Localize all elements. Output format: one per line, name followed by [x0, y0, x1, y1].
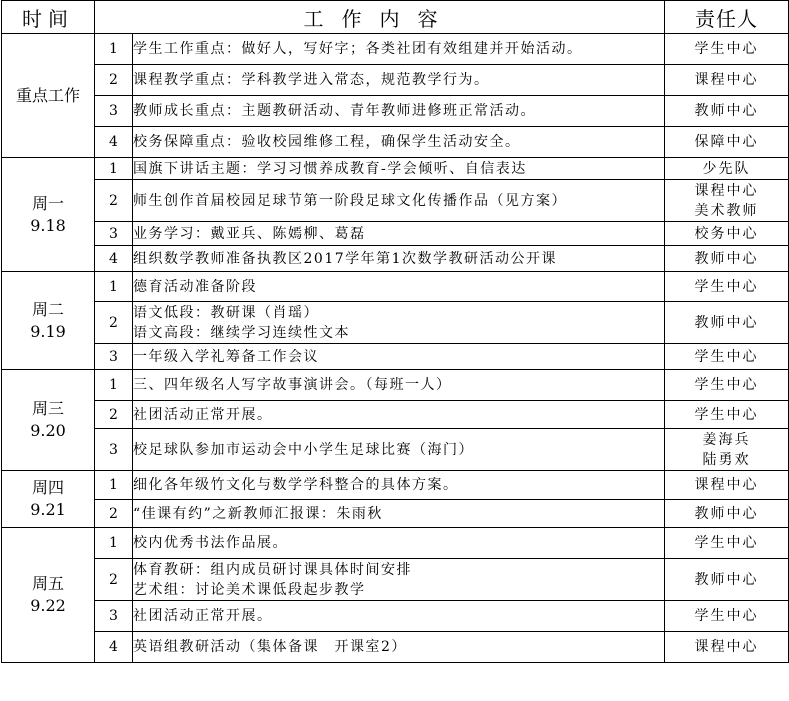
- content-line: 德育活动准备阶段: [133, 278, 257, 295]
- item-number: 4: [95, 127, 133, 158]
- schedule-row: [2, 96, 789, 127]
- content-line: 业务学习：戴亚兵、陈嫣柳、葛磊: [133, 225, 366, 242]
- content-line: 校内优秀书法作品展。: [133, 535, 288, 551]
- content-line: 一年级入学礼筹备工作会议: [133, 348, 319, 365]
- responsible-line: 教师中心: [694, 571, 759, 588]
- period-name: 周一: [31, 193, 64, 213]
- item-responsible: [665, 272, 789, 302]
- item-content: [133, 302, 665, 344]
- schedule-row: [2, 370, 789, 401]
- period-cell: [2, 528, 95, 663]
- responsible-line: 美术教师: [694, 202, 759, 219]
- responsible-line: 校务中心: [694, 225, 759, 242]
- schedule-row: [2, 601, 789, 632]
- schedule-row: [2, 500, 789, 528]
- content-line: 学生工作重点：做好人，写好字；各类社团有效组建并开始活动。: [133, 41, 583, 57]
- item-number: 3: [95, 601, 133, 632]
- item-content: [133, 272, 665, 302]
- weekly-schedule-table: [1, 0, 789, 663]
- responsible-line: 课程中心: [694, 639, 759, 655]
- content-line: 教师成长重点：主题教研活动、青年教师进修班正常活动。: [133, 103, 536, 119]
- item-content: [133, 180, 665, 222]
- item-number: 1: [95, 272, 133, 302]
- responsible-line: 学生中心: [694, 377, 759, 393]
- schedule-row: [2, 272, 789, 302]
- schedule-row: [2, 429, 789, 471]
- schedule-row: [2, 344, 789, 370]
- content-line: 课程教学重点：学科教学进入常态，规范教学行为。: [133, 72, 490, 88]
- content-line: 组织数学教师准备执教区2017学年第1次数学教研活动公开课: [133, 250, 558, 267]
- header-row: [2, 1, 789, 34]
- schedule-row: [2, 180, 789, 222]
- period-name: 重点工作: [15, 85, 80, 105]
- item-responsible: [665, 632, 789, 663]
- responsible-line: 学生中心: [694, 278, 759, 295]
- item-content: [133, 34, 665, 65]
- header-time: 时间: [2, 1, 95, 34]
- item-content: [133, 632, 665, 663]
- schedule-row: [2, 158, 789, 180]
- period-date: 9.20: [30, 421, 66, 440]
- schedule-row: [2, 559, 789, 601]
- item-responsible: [665, 246, 789, 272]
- item-content: [133, 127, 665, 158]
- item-responsible: [665, 127, 789, 158]
- period-date: 9.21: [30, 500, 66, 519]
- item-responsible: [665, 601, 789, 632]
- period-cell: [2, 471, 95, 528]
- schedule-row: [2, 34, 789, 65]
- item-responsible: [665, 222, 789, 246]
- item-content: [133, 471, 665, 500]
- responsible-line: 课程中心: [694, 477, 759, 493]
- responsible-line: 教师中心: [694, 103, 759, 119]
- period-cell: [2, 370, 95, 471]
- schedule-row: [2, 222, 789, 246]
- period-name: 周三: [31, 399, 64, 418]
- schedule-row: [2, 302, 789, 344]
- item-content: [133, 370, 665, 401]
- responsible-line: 学生中心: [694, 41, 759, 57]
- item-content: [133, 246, 665, 272]
- responsible-line: 姜海兵: [702, 431, 751, 448]
- content-line: 体育教研：组内成员研讨课具体时间安排: [133, 561, 412, 578]
- item-responsible: [665, 302, 789, 344]
- item-content: [133, 65, 665, 96]
- header-content: 工作内容: [95, 1, 665, 34]
- content-line: 艺术组：讨论美术课低段起步教学: [133, 581, 366, 598]
- responsible-line: 保障中心: [694, 134, 759, 150]
- content-line: “佳课有约”之新教师汇报课：朱雨秋: [133, 505, 383, 522]
- schedule-row: [2, 127, 789, 158]
- item-content: [133, 401, 665, 429]
- content-line: 英语组教研活动（集体备课 开课室2）: [133, 639, 407, 655]
- schedule-body: [2, 34, 789, 663]
- schedule-row: [2, 528, 789, 559]
- item-number: 4: [95, 246, 133, 272]
- item-responsible: [665, 401, 789, 429]
- item-number: 1: [95, 471, 133, 500]
- item-content: [133, 344, 665, 370]
- item-number: 2: [95, 180, 133, 222]
- responsible-line: 学生中心: [694, 406, 759, 423]
- period-name: 周二: [31, 299, 64, 319]
- period-date: 9.18: [30, 215, 66, 235]
- period-name: 周五: [31, 574, 64, 593]
- item-number: 2: [95, 65, 133, 96]
- content-line: 三、四年级名人写字故事演讲会。（每班一人）: [133, 377, 452, 393]
- schedule-row: [2, 65, 789, 96]
- responsible-line: 教师中心: [694, 505, 759, 522]
- responsible-line: 课程中心: [694, 72, 759, 88]
- item-content: [133, 96, 665, 127]
- item-content: [133, 222, 665, 246]
- item-number: 2: [95, 302, 133, 344]
- period-cell: [2, 34, 95, 158]
- item-responsible: [665, 500, 789, 528]
- responsible-line: 课程中心: [694, 182, 759, 199]
- item-content: [133, 429, 665, 471]
- item-responsible: [665, 471, 789, 500]
- content-line: 师生创作首届校园足球节第一阶段足球文化传播作品（见方案）: [133, 192, 567, 209]
- period-name: 周四: [31, 478, 64, 497]
- item-number: 1: [95, 528, 133, 559]
- item-content: [133, 528, 665, 559]
- item-number: 3: [95, 344, 133, 370]
- responsible-line: 学生中心: [694, 535, 759, 551]
- item-number: 3: [95, 222, 133, 246]
- item-responsible: [665, 370, 789, 401]
- period-date: 9.22: [30, 596, 66, 615]
- item-responsible: [665, 65, 789, 96]
- period-cell: [2, 272, 95, 370]
- schedule-row: [2, 632, 789, 663]
- responsible-line: 教师中心: [694, 250, 759, 267]
- item-responsible: [665, 96, 789, 127]
- item-number: 4: [95, 632, 133, 663]
- responsible-line: 少先队: [702, 160, 751, 177]
- schedule-row: [2, 471, 789, 500]
- item-content: [133, 500, 665, 528]
- content-line: 国旗下讲话主题：学习习惯养成教育-学会倾听、自信表达: [133, 160, 527, 177]
- item-number: 2: [95, 559, 133, 601]
- responsible-line: 教师中心: [694, 314, 759, 331]
- item-responsible: [665, 429, 789, 471]
- item-number: 2: [95, 500, 133, 528]
- item-responsible: [665, 559, 789, 601]
- item-responsible: [665, 34, 789, 65]
- content-line: 细化各年级竹文化与数学学科整合的具体方案。: [133, 477, 459, 493]
- item-number: 3: [95, 96, 133, 127]
- item-number: 3: [95, 429, 133, 471]
- responsible-line: 陆勇欢: [702, 451, 751, 468]
- header-responsible: 责任人: [665, 1, 789, 34]
- content-line: 校足球队参加市运动会中小学生足球比赛（海门）: [133, 441, 474, 458]
- item-number: 1: [95, 370, 133, 401]
- item-content: [133, 158, 665, 180]
- item-number: 1: [95, 158, 133, 180]
- content-line: 语文高段：继续学习连续性文本: [133, 324, 350, 341]
- content-line: 社团活动正常开展。: [133, 608, 273, 624]
- responsible-line: 学生中心: [694, 348, 759, 365]
- item-number: 2: [95, 401, 133, 429]
- period-cell: [2, 158, 95, 272]
- item-responsible: [665, 158, 789, 180]
- schedule-row: [2, 401, 789, 429]
- item-content: [133, 601, 665, 632]
- item-responsible: [665, 528, 789, 559]
- item-responsible: [665, 344, 789, 370]
- content-line: 校务保障重点：验收校园维修工程，确保学生活动安全。: [133, 134, 521, 150]
- item-number: 1: [95, 34, 133, 65]
- content-line: 社团活动正常开展。: [133, 406, 273, 423]
- responsible-line: 学生中心: [694, 608, 759, 624]
- period-date: 9.19: [30, 321, 66, 341]
- item-responsible: [665, 180, 789, 222]
- item-content: [133, 559, 665, 601]
- schedule-row: [2, 246, 789, 272]
- content-line: 语文低段：教研课（肖瑶）: [133, 304, 319, 321]
